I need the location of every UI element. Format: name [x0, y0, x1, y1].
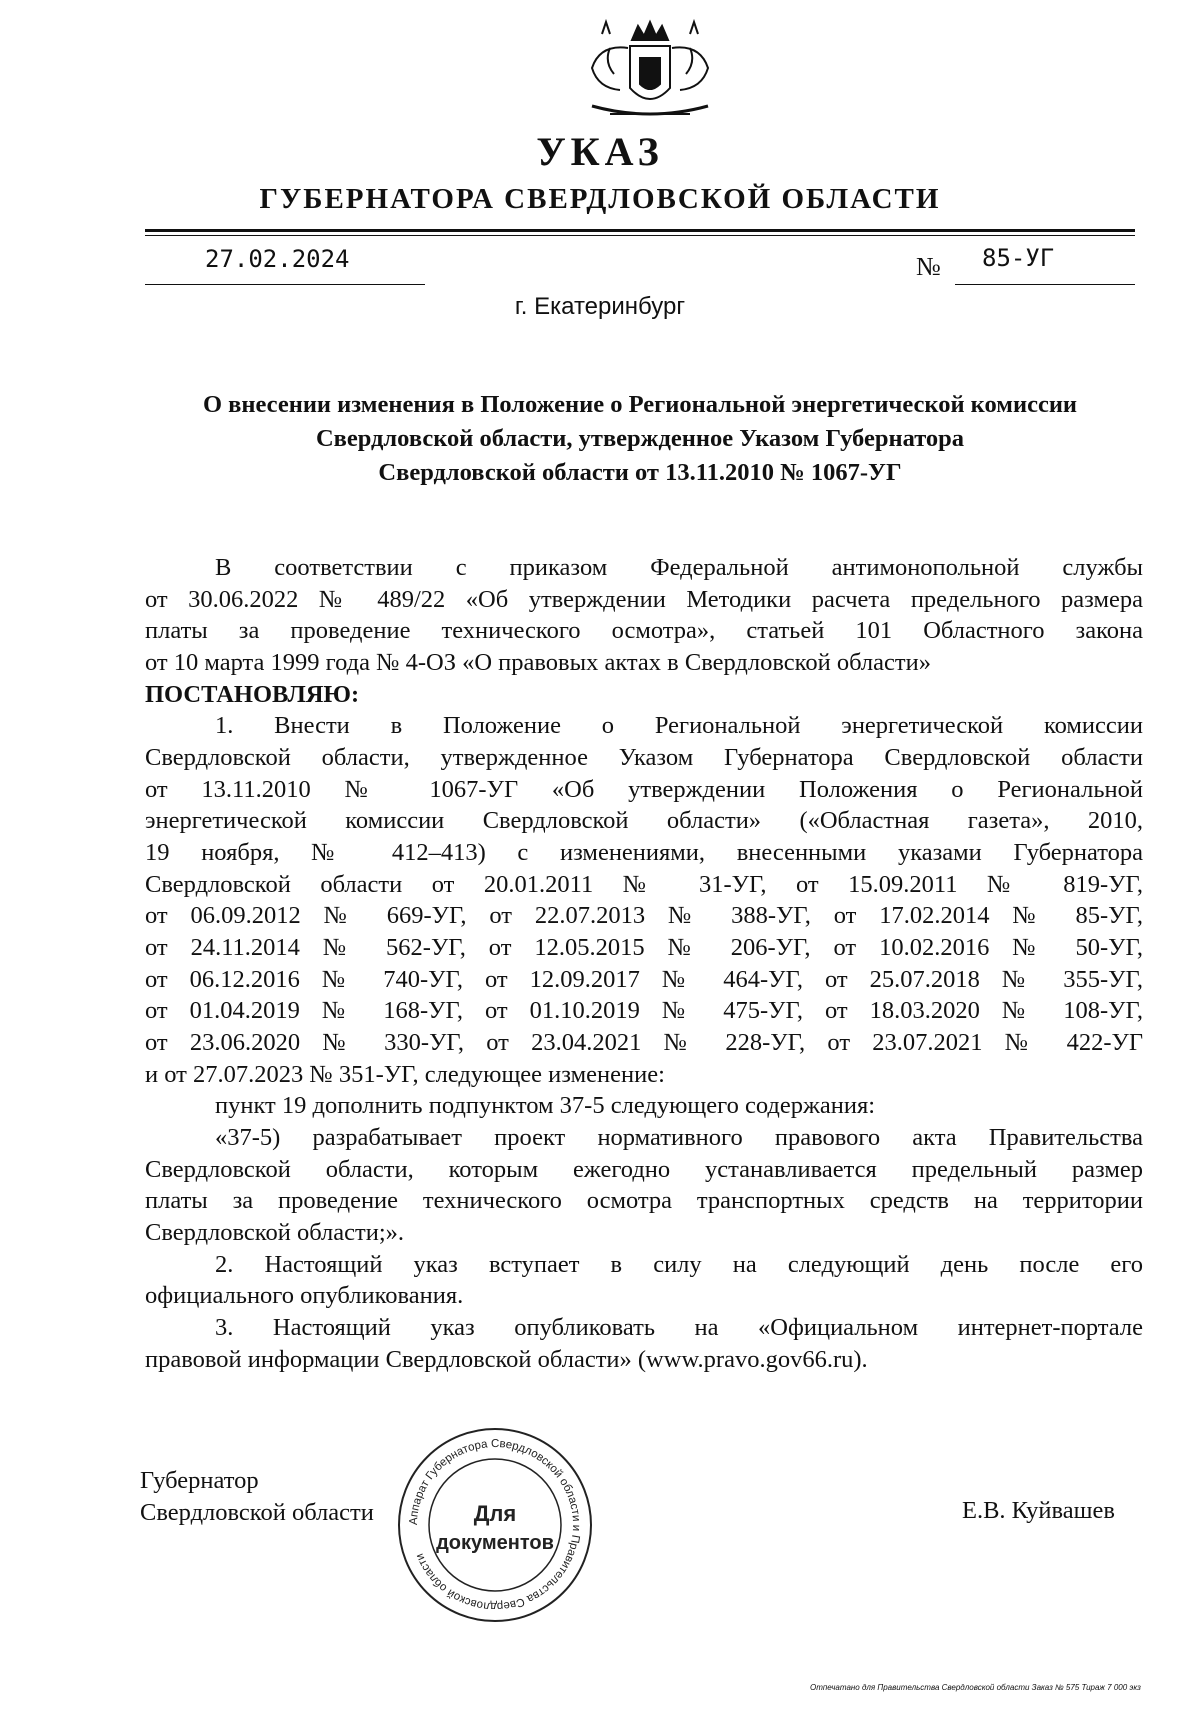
body-line: официального опубликования.	[145, 1282, 464, 1309]
header-rule-thin	[145, 235, 1135, 236]
body-line: и от 27.07.2023 № 351-УГ, следующее изменение:	[145, 1061, 665, 1088]
document-title	[145, 388, 1135, 490]
body-line: от 10 марта 1999 года № 4-ОЗ «О правовых актах в Свердловской области»	[145, 649, 931, 676]
print-info-footer: Отпечатано для Правительства Свердловской области Заказ № 575 Тираж 7 000 экз	[810, 1683, 1141, 1692]
body-line: Свердловской области от 20.01.2011 № 31-УГ, от 15.09.2011 № 819-УГ,	[145, 871, 1143, 898]
signatory-position	[140, 1465, 374, 1529]
stamp-center-line1: Для	[473, 1501, 517, 1526]
body-line: пункт 19 дополнить подпунктом 37-5 следующего содержания:	[215, 1092, 876, 1119]
official-stamp	[395, 1425, 595, 1625]
body-line: Свердловской области, которым ежегодно устанавливается предельный размер	[145, 1156, 1143, 1183]
body-line: от 24.11.2014 № 562-УГ, от 12.05.2015 № 206-УГ, от 10.02.2016 № 50-УГ,	[145, 934, 1143, 961]
body-line: 2. Настоящий указ вступает в силу на следующий день после его	[215, 1251, 1143, 1278]
signatory-position-line: Губернатор	[140, 1467, 259, 1494]
coat-of-arms-icon	[570, 18, 730, 126]
header-rule-thick	[145, 229, 1135, 232]
body-line: от 01.04.2019 № 168-УГ, от 01.10.2019 № 475-УГ, от 18.03.2020 № 108-УГ,	[145, 997, 1143, 1024]
signatory-position-line: Свердловской области	[140, 1499, 374, 1526]
document-city: г. Екатеринбург	[514, 293, 686, 320]
body-line: 19 ноября, № 412–413) с изменениями, внесенными указами Губернатора	[145, 839, 1143, 866]
body-line: 1. Внести в Положение о Региональной энергетической комиссии	[215, 712, 1143, 739]
body-line: энергетической комиссии Свердловской области» («Областная газета», 2010,	[145, 807, 1143, 834]
body-line: «37-5) разрабатывает проект нормативного правового акта Правительства	[215, 1124, 1143, 1151]
body-line: 3. Настоящий указ опубликовать на «Официальном интернет-портале	[215, 1314, 1143, 1341]
document-number: 85-УГ	[982, 244, 1055, 272]
body-line: Свердловской области;».	[145, 1219, 405, 1246]
body-line: от 30.06.2022 № 489/22 «Об утверждении Методики расчета предельного размера	[145, 586, 1143, 613]
body-line: платы за проведение технического осмотра», статьей 101 Областного закона	[145, 617, 1143, 644]
body-line: от 06.09.2012 № 669-УГ, от 22.07.2013 № 388-УГ, от 17.02.2014 № 85-УГ,	[145, 902, 1143, 929]
title-line: Свердловской области, утвержденное Указом Губернатора	[315, 425, 965, 452]
body-line: от 23.06.2020 № 330-УГ, от 23.04.2021 № 228-УГ, от 23.07.2021 № 422-УГ	[145, 1029, 1143, 1056]
number-sign: №	[916, 252, 941, 281]
body-line: правовой информации Свердловской области» (www.pravo.gov66.ru).	[145, 1346, 868, 1373]
document-kind: УКАЗ	[536, 129, 664, 174]
number-underline	[955, 284, 1135, 285]
document-date: 27.02.2024	[205, 245, 350, 273]
decree-keyword: ПОСТАНОВЛЯЮ:	[145, 681, 360, 708]
body-line: Свердловской области, утвержденное Указом Губернатора Свердловской области	[145, 744, 1143, 771]
signatory-name: Е.В. Куйвашев	[962, 1497, 1115, 1524]
body-line: от 06.12.2016 № 740-УГ, от 12.09.2017 № 464-УГ, от 25.07.2018 № 355-УГ,	[145, 966, 1143, 993]
stamp-center-line2: документов	[436, 1532, 554, 1554]
body-line: платы за проведение технического осмотра транспортных средств на территории	[145, 1187, 1143, 1214]
body-line: В соответствии с приказом Федеральной антимонопольной службы	[215, 554, 1143, 581]
title-line: О внесении изменения в Положение о Региональной энергетической комиссии	[202, 391, 1078, 418]
date-underline	[145, 284, 425, 285]
stamp-ring-text: Аппарат Губернатора Свердловской области и Правительства Свердловской области	[407, 1437, 583, 1613]
body-line: от 13.11.2010 № 1067-УГ «Об утверждении Положения о Региональной	[145, 776, 1143, 803]
title-line: Свердловской области от 13.11.2010 № 1067-УГ	[378, 459, 902, 486]
document-issuer: ГУБЕРНАТОРА СВЕРДЛОВСКОЙ ОБЛАСТИ	[259, 183, 941, 215]
